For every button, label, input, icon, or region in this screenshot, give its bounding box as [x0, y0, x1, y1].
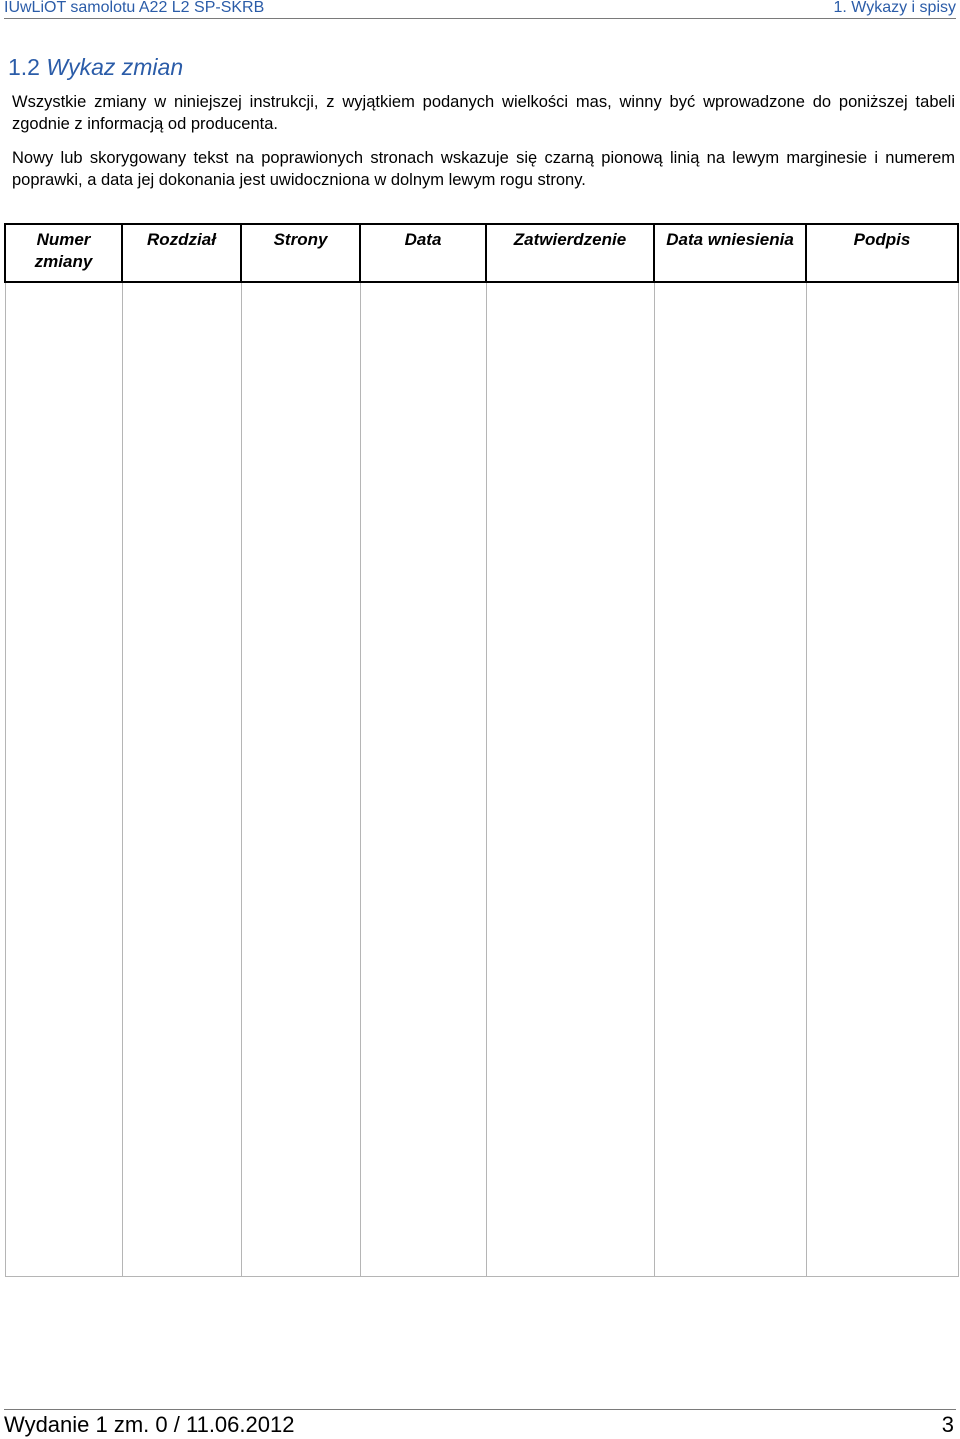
column-header-entry-date: Data wniesienia: [654, 224, 806, 282]
document-title: IUwLiOT samolotu A22 L2 SP-SKRB: [4, 0, 265, 16]
table-cell: [360, 282, 486, 1277]
column-header-chapter: Rozdział: [122, 224, 241, 282]
chapter-title: 1. Wykazy i spisy: [833, 0, 956, 16]
column-header-date: Data: [360, 224, 486, 282]
table-header-row: [5, 224, 958, 282]
changes-table: [4, 223, 959, 1277]
revision-marking-paragraph: Nowy lub skorygowany tekst na poprawionych stronach wskazuje się czarną pionową linią na lewym marginesie i numerem poprawki, a data jej dokonania jest uwidoczniona w dolnym lewym rogu strony.: [12, 149, 955, 189]
page-header: [4, 0, 956, 19]
table-cell: [122, 282, 241, 1277]
table-cell: [5, 282, 122, 1277]
table-cell: [486, 282, 654, 1277]
table-row: [5, 282, 958, 1277]
column-header-change-number: Numer zmiany: [5, 224, 122, 282]
section-title: Wykaz zmian: [46, 54, 184, 80]
intro-paragraph: Wszystkie zmiany w niniejszej instrukcji, z wyjątkiem podanych wielkości mas, winny być wprowadzone do poniższej tabeli zgodnie z informacją od producenta.: [12, 93, 955, 133]
table-cell: [241, 282, 360, 1277]
table-cell: [654, 282, 806, 1277]
page-number: 3: [941, 1412, 954, 1437]
column-header-signature: Podpis: [806, 224, 958, 282]
edition-info: Wydanie 1 zm. 0 / 11.06.2012: [4, 1412, 295, 1437]
column-header-approval: Zatwierdzenie: [486, 224, 654, 282]
section-number: 1.2: [8, 54, 40, 80]
column-header-pages: Strony: [241, 224, 360, 282]
section-heading: [8, 54, 183, 80]
page-footer: [4, 1409, 956, 1439]
table-cell: [806, 282, 958, 1277]
